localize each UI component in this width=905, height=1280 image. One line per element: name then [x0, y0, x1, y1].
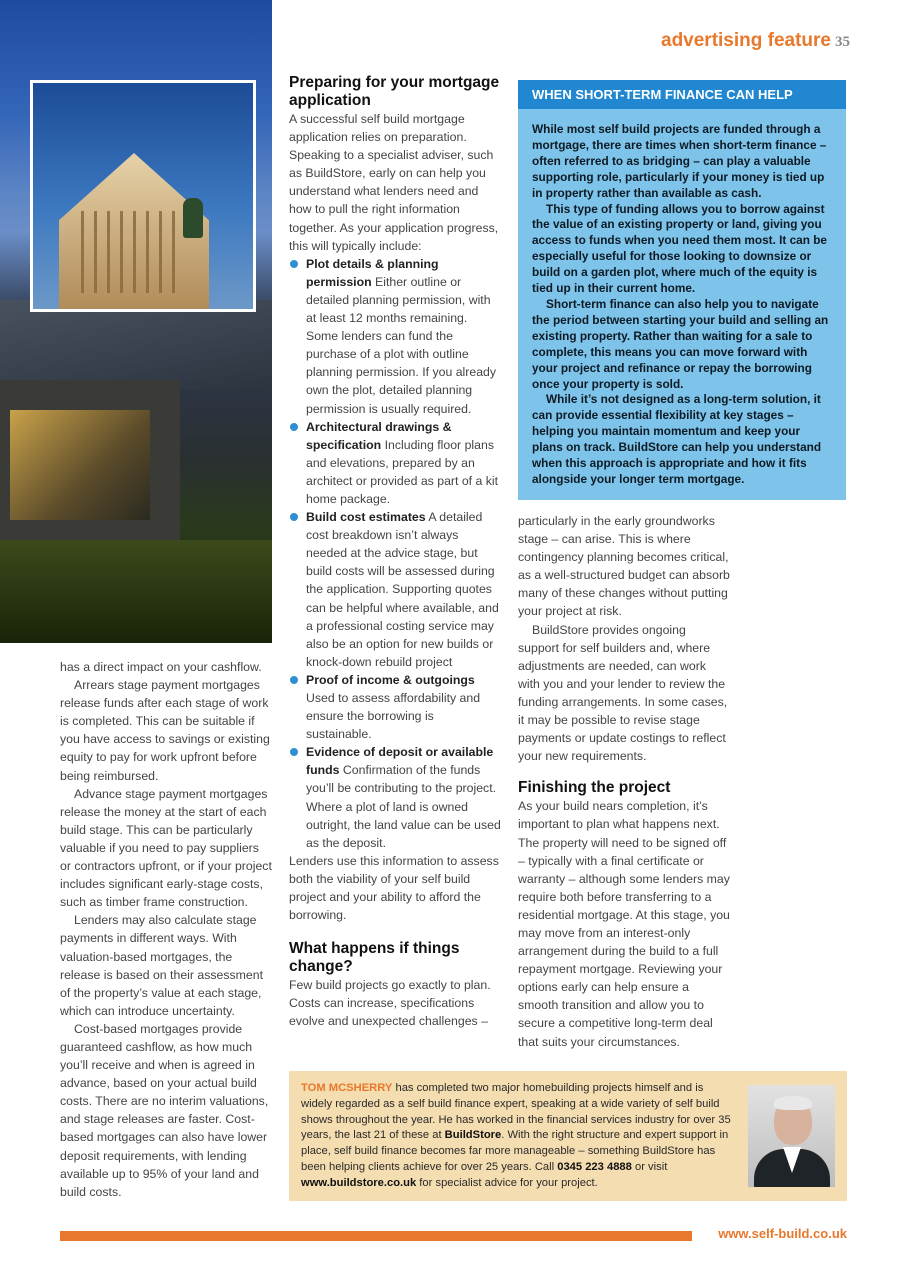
- paragraph: Cost-based mortgages provide guaranteed cashflow, as how much you’ll receive and when is agreed in advance, based on your actual build costs. There are no interim valuations, and stage releases are faster. Cost-based mortgages can also have lower deposit requirements, with lending available up to 95% of your land and build costs.: [60, 1021, 269, 1199]
- list-item-title: Build cost estimates: [306, 510, 426, 525]
- slate-roof: [0, 300, 272, 390]
- house-at-dusk-photo: [0, 0, 272, 643]
- list-item: [289, 743, 501, 852]
- paragraph: Advance stage payment mortgages release the money at the start of each build stage. This can be particularly valuable if you need to pay suppliers or contractors upfront, or if your project includes significant early-stage costs, such as timber frame construction.: [60, 786, 272, 910]
- column-left: [60, 658, 272, 1201]
- section-heading: Finishing the project: [518, 779, 671, 797]
- paragraph: A successful self build mortgage application relies on preparation. Speaking to a specialist adviser, such as BuildStore, early on can help you understand what lenders need and how to pull the right information together. As your application progress, this will typically include:: [289, 112, 499, 253]
- page-number: 35: [835, 34, 850, 50]
- requirements-list: [289, 255, 501, 852]
- paragraph: has a direct impact on your cashflow.: [60, 660, 262, 674]
- section-heading: Preparing for your mortgage application: [289, 74, 500, 109]
- list-item: [289, 508, 501, 671]
- box-paragraph: Short-term finance can also help you to navigate the period between starting your build and selling an existing property. Rather than waiting for a sale to complete, this means you can move forward with your project and refinance or repay the borrowing once your property is sold.: [532, 296, 829, 391]
- lit-window: [10, 410, 150, 520]
- roofer-figure: [183, 198, 203, 238]
- list-item: [289, 418, 501, 508]
- garden-lawn: [0, 540, 272, 643]
- bio-text: for specialist advice for your project.: [416, 1176, 598, 1189]
- section-label: advertising feature: [661, 30, 831, 51]
- paragraph: As your build nears completion, it’s important to plan what happens next. The property will need to be signed off – typically with a final certificate or warranty – although some lenders may require both before transferring to a residential mortgage. At this stage, you may move from an interest-only arrangement during the build to a full repayment mortgage. Reviewing your options early can help ensure a smooth transition and allow you to secure a competitive long-term deal that suits your circumstances.: [518, 799, 730, 1049]
- box-paragraph: While most self build projects are funded through a mortgage, there are times when short-term finance – often referred to as bridging – can play a valuable supporting role, particularly if your money is tied up in property rather than available as cash.: [532, 122, 827, 200]
- list-item-text: Confirmation of the funds you’ll be contributing to the project. Where a plot of land is owned outright, the land value can be used as the deposit.: [306, 763, 501, 850]
- bio-text: or visit: [631, 1160, 668, 1173]
- timber-studs: [81, 211, 185, 293]
- paragraph: Lenders may also calculate stage payments in different ways. With valuation-based mortgages, the release is based on their assessment of the property’s value at each stage, which can introduce uncertainty.: [60, 913, 264, 1018]
- list-item-text: Used to assess affordability and ensure the borrowing is sustainable.: [306, 691, 481, 742]
- section-heading: What happens if things change?: [289, 940, 460, 976]
- portrait-hair: [774, 1096, 812, 1110]
- list-item: [289, 255, 501, 418]
- phone-number: 0345 223 4888: [557, 1160, 632, 1173]
- author-bio: [301, 1081, 733, 1192]
- list-item-title: Architectural drawings & specification: [306, 419, 452, 452]
- list-item-title: Evidence of deposit or available funds: [306, 745, 494, 778]
- paragraph: BuildStore provides ongoing support for self builders and, where adjustments are needed, can work with you and your lender to review the funding arrangements. In some cases, it may be possible to revise stage payments or update costings to reflect your new requirements.: [518, 622, 728, 764]
- paragraph: Arrears stage payment mortgages release funds after each stage of work is completed. This can be suitable if you have access to savings or existing equity to pay for work upfront before being reimbursed.: [60, 678, 270, 783]
- box-paragraph: This type of funding allows you to borrow against the value of an existing property or land, giving you access to funds when you need them most. It can be especially useful for those looking to downsize or build on a garden plot, where much of the equity is tied up in their current home.: [532, 201, 827, 296]
- list-item-title: Plot details & planning permission: [306, 256, 439, 289]
- paragraph: Few build projects go exactly to plan. Costs can increase, specifications evolve and unexpected challenges –: [289, 978, 491, 1029]
- bio-text: . With the right structure and expert support in place, self build finance becomes far more manageable – something BuildStore has been helping clients achieve for over 25 years. Call: [301, 1129, 729, 1173]
- footer-rule: [60, 1231, 692, 1241]
- list-item-text: Either outline or detailed planning permission, with at least 12 months remaining. Some lenders can fund the purchase of a plot with outline planning permission. If you already own the plot, detailed planning permission is usually required.: [306, 274, 497, 416]
- list-item-text: Including floor plans and elevations, prepared by an architect or provided as part of a kit home package.: [306, 437, 499, 506]
- list-item: [289, 671, 501, 743]
- footer-website-link[interactable]: www.self-build.co.uk: [718, 1226, 847, 1241]
- author-portrait-photo: [748, 1085, 835, 1187]
- column-right: [518, 512, 730, 1051]
- list-item-title: Proof of income & outgoings: [306, 672, 475, 687]
- paragraph: particularly in the early groundworks stage – can arise. This is where contingency planning becomes critical, as a well-structured budget can absorb many of these changes without putting your project at risk.: [518, 514, 730, 619]
- short-term-finance-box: [518, 80, 846, 500]
- paragraph: Lenders use this information to assess both the viability of your self build project and your ability to afford the borrowing.: [289, 853, 499, 923]
- list-item-text: A detailed cost breakdown isn’t always needed at the advice stage, but build costs will be assessed during the application. Supporting quotes can be helpful where available, and a professional costing service may also be an option for new builds or knock-down rebuild project: [306, 510, 499, 669]
- box-title: WHEN SHORT-TERM FINANCE CAN HELP: [518, 80, 846, 109]
- box-body: [518, 109, 846, 488]
- column-middle: [289, 74, 501, 1031]
- author-name: TOM MCSHERRY: [301, 1082, 393, 1094]
- box-paragraph: While it’s not designed as a long-term solution, it can provide essential flexibility at key stages – helping you maintain momentum and keep your plans on track. BuildStore can help you understand when this approach is appropriate and how it fits alongside your longer term mortgage.: [532, 392, 822, 486]
- timber-frame-construction-photo: [30, 80, 256, 312]
- bio-text: has completed two major homebuilding projects himself and is widely regarded as a self build finance expert, speaking at a wide variety of self build shows throughout the year. He has worked in the financial services industry for over 35 years, the last 21 of these at: [301, 1082, 731, 1142]
- website-link[interactable]: www.buildstore.co.uk: [301, 1176, 417, 1189]
- page-header: [630, 30, 850, 52]
- company-name: BuildStore: [444, 1129, 502, 1142]
- author-bio-box: [289, 1071, 847, 1201]
